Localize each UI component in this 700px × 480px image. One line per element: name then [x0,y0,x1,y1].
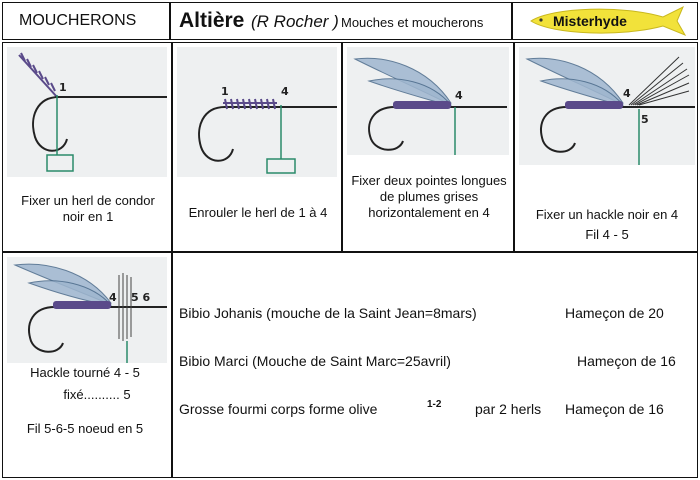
title-main: Altière [179,9,245,32]
step-4-caption-line1: Fixer un hackle noir en 4 [535,207,679,222]
header-title-box [170,2,512,40]
step-5-label-5-6: 5 6 [131,291,151,304]
pattern-3-herls: par 2 herls [475,401,542,417]
pattern-3-hook: Hameçon de 16 [565,401,664,417]
author-label: Misterhyde [553,13,627,29]
step-2-illustration [177,47,337,177]
step-5-caption-line1: Hackle tourné 4 - 5 [30,365,140,380]
pattern-3-extra: 1-2 [427,399,442,410]
step-4-label-4: 4 [623,87,631,100]
step-5-label-4: 4 [109,291,117,304]
step-1-caption: Fixer un herl de condor noir en 1 [21,193,155,224]
step-4-illustration [519,47,695,165]
header-author-box [512,2,698,40]
title-paren: (R Rocher ) [251,12,339,31]
step-1-illustration [7,47,167,177]
pattern-1-hook: Hameçon de 20 [565,305,664,321]
pattern-3-name: Grosse fourmi corps forme olive [179,401,378,417]
category-label: MOUCHERONS [19,12,137,29]
step-3-label-4: 4 [455,89,463,102]
title-sub: Mouches et moucherons [341,15,484,30]
step-4-cell [514,42,698,252]
pattern-2-hook: Hameçon de 16 [577,353,676,369]
header-category-box [2,2,170,40]
step-4-caption-line2: Fil 4 - 5 [585,227,629,242]
step-4-label-5: 5 [641,113,649,126]
step-5-cell [2,252,172,478]
step-3-illustration [347,47,509,155]
step-3-caption: Fixer deux pointes longues de plumes grises horizontalement en 4 [351,173,507,220]
step-2-label-1: 1 [221,85,229,98]
pattern-1-name: Bibio Johanis (mouche de la Saint Jean=8mars) [179,305,477,321]
step-5-caption-line3: Fil 5-6-5 noeud en 5 [26,421,144,436]
step-1-cell [2,42,172,252]
step-2-cell [172,42,342,252]
step-1-label-1: 1 [59,81,67,94]
pattern-2-name: Bibio Marci (Mouche de Saint Marc=25avril) [179,353,451,369]
step-5-caption-line2: fixé.......... 5 [63,387,131,402]
step-3-cell [342,42,514,252]
step-2-caption: Enrouler le herl de 1 à 4 [188,205,328,220]
step-2-label-4: 4 [281,85,289,98]
step-5-illustration [7,257,167,363]
patterns-panel [172,252,698,478]
